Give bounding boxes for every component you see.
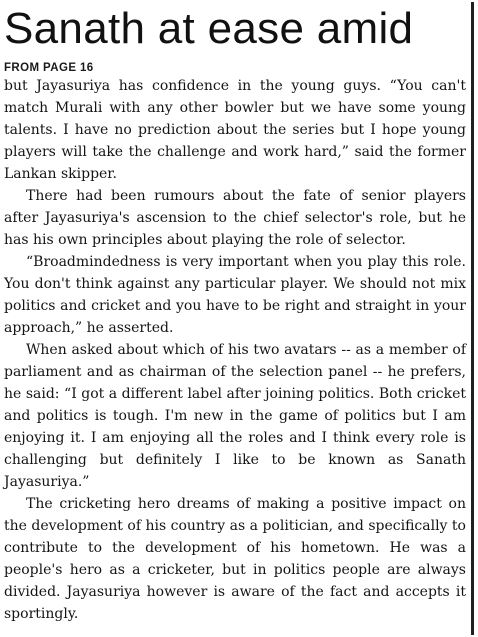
article-body: [4, 75, 466, 625]
column-rule: [471, 2, 474, 635]
article-paragraph: The cricketing hero dreams of making a positive impact on the development of his country as a politician, and specifically to contribute to the development of his hometown. He was a people's hero as a cricketer, but in politics people are always divided. Jayasuriya however is aware of the fact and accepts it sportingly.: [4, 496, 466, 622]
article-paragraph: “Broadmindedness is very important when you play this role. You don't think against any particular player. We should not mix politics and cricket and you have to be right and straight in your approach,” he asserted.: [4, 254, 466, 336]
article-headline: Sanath at ease amid: [4, 4, 414, 53]
article-paragraph: There had been rumours about the fate of senior players after Jayasuriya's ascension to the chief selector's role, but he has his own principles about playing the role of selector.: [4, 188, 466, 248]
continued-from-label: FROM PAGE 16: [4, 62, 94, 74]
article-paragraph: When asked about which of his two avatars -- as a member of parliament and as chairman of the selection panel -- he prefers, he said: “I got a different label after joining politics. Both cricket and politics is tough. I'm new in the game of politics but I am enjoying it. I am enjoying all the roles and I think every role is challenging but definitely I like to be known as Sanath Jayasuriya.”: [4, 342, 466, 490]
article-paragraph: but Jayasuriya has confidence in the young guys. “You can't match Murali with any other bowler but we have some young talents. I have no prediction about the series but I hope young players will take the challenge and work hard,” said the former Lankan skipper.: [4, 78, 466, 182]
